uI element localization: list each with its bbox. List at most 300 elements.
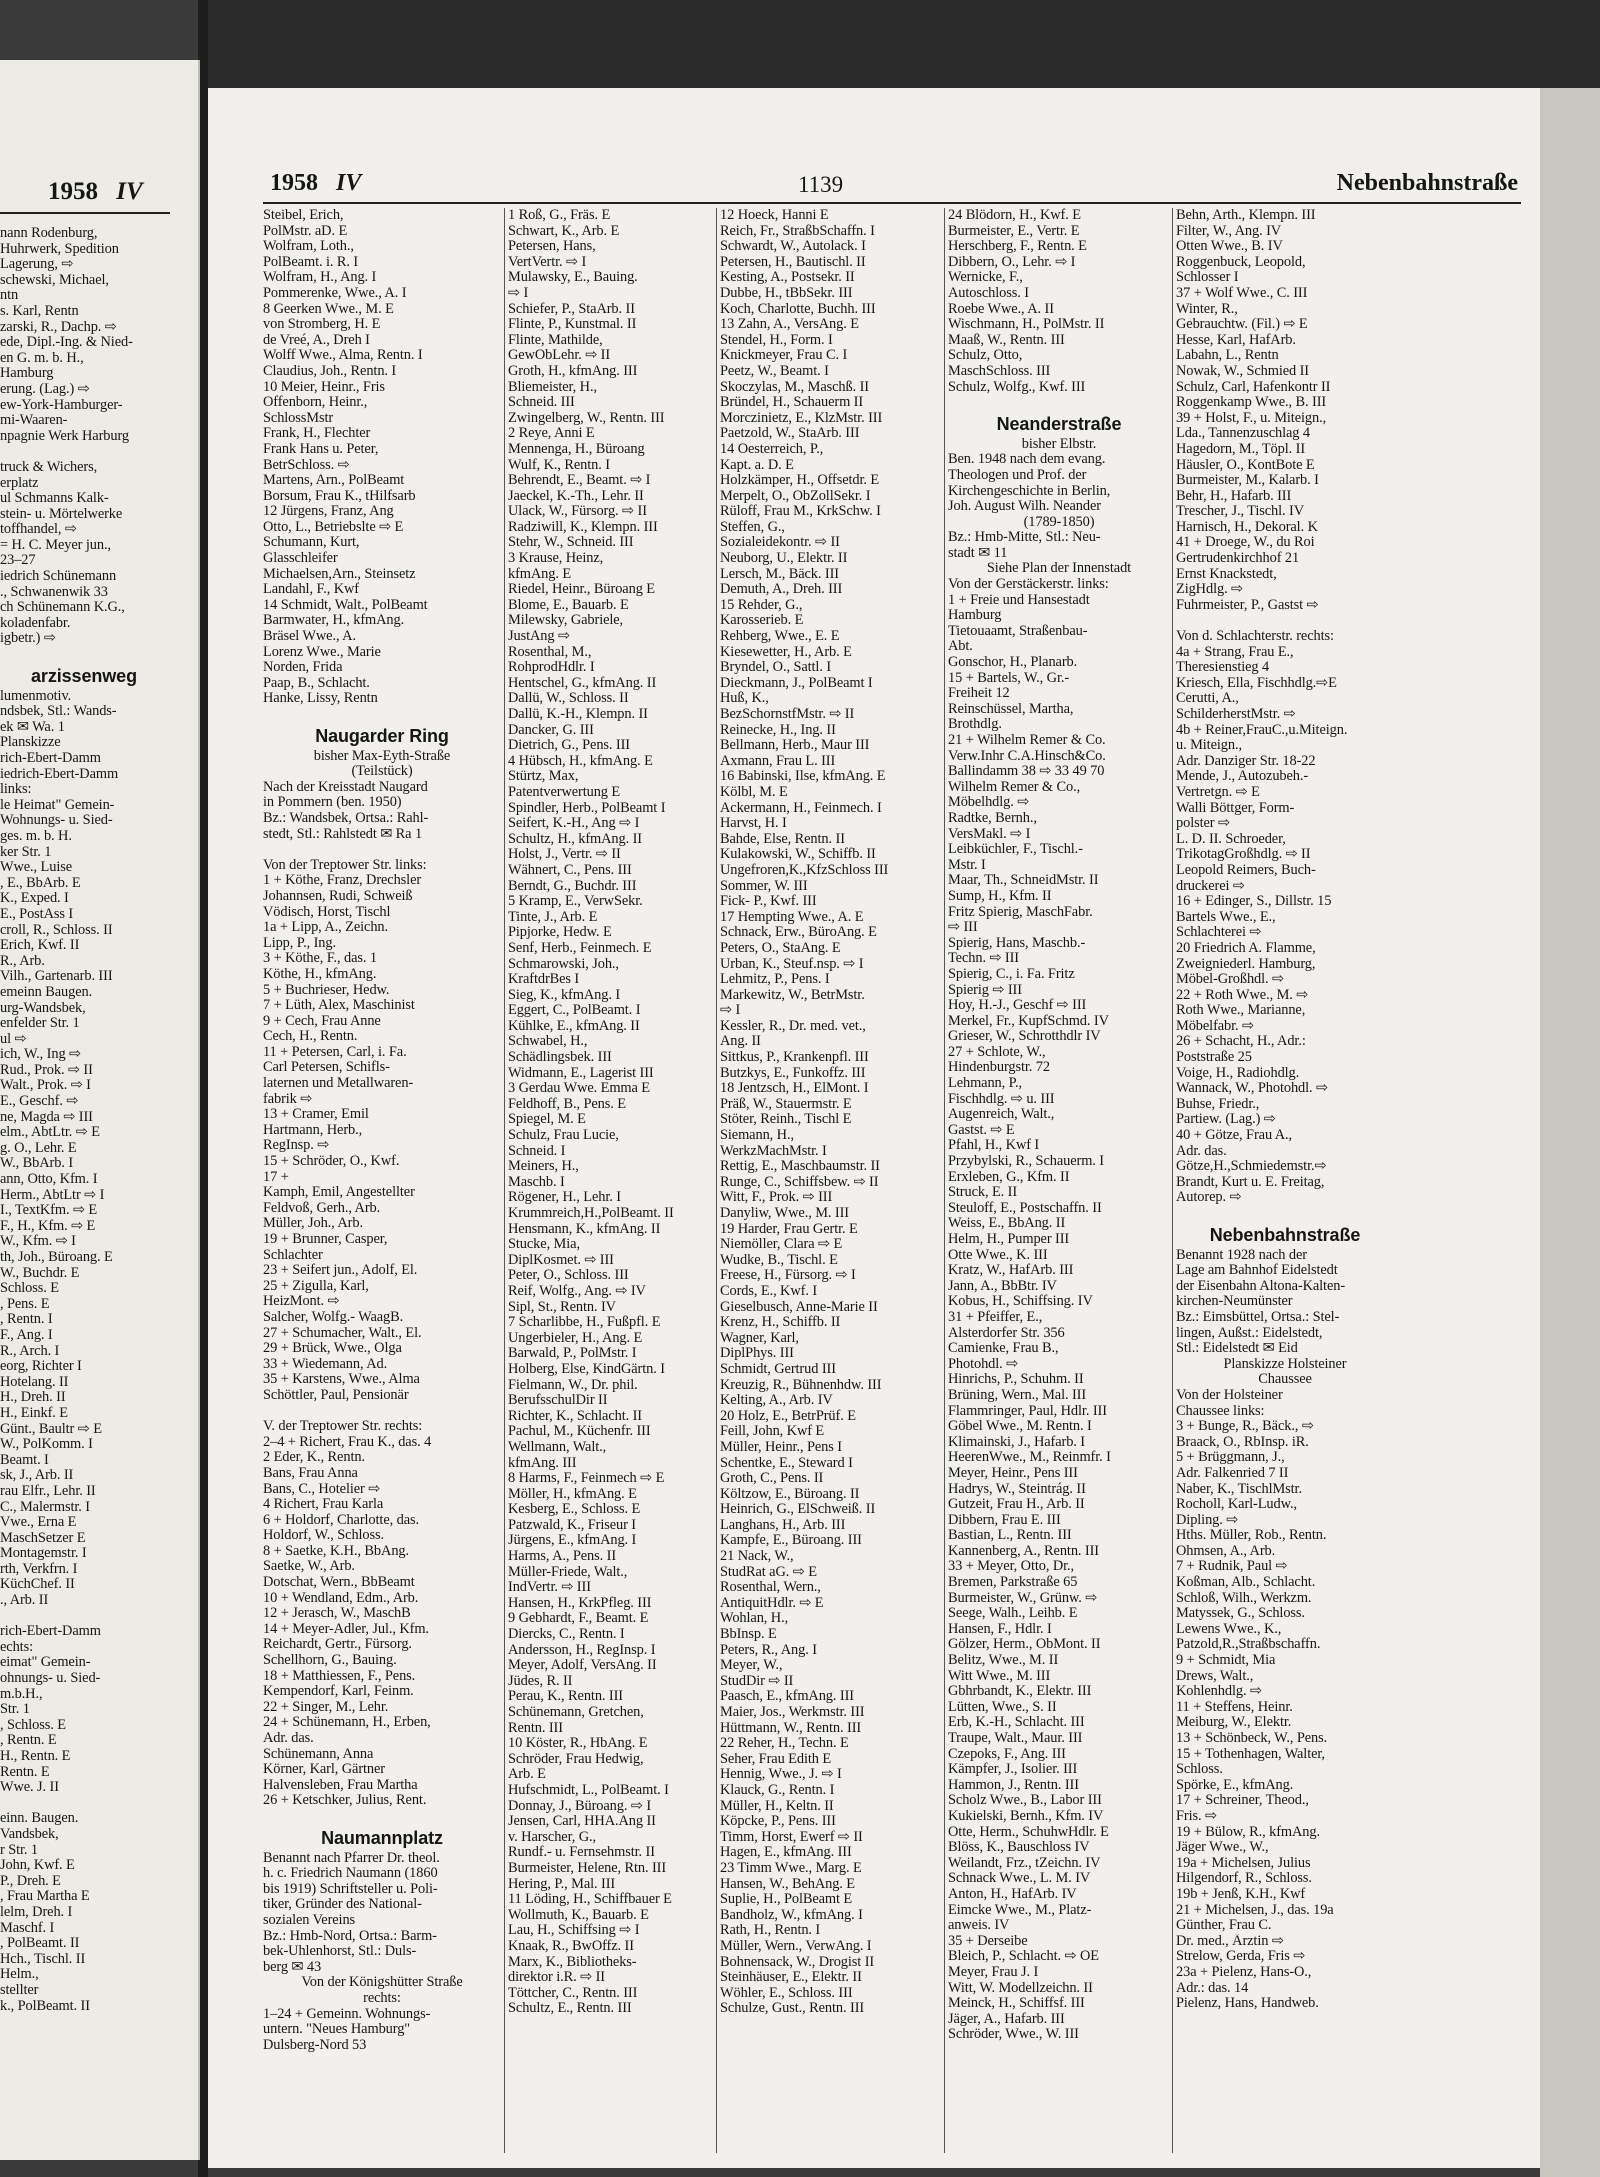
directory-entry: Günt., Baultr ⇨ E bbox=[0, 1421, 102, 1437]
left-year: 1958 bbox=[48, 178, 98, 205]
directory-entry: rich-Ebert-Damm bbox=[0, 751, 101, 766]
directory-entry: W., Kfm. ⇨ I bbox=[0, 1234, 76, 1250]
directory-entry: croll, R., Schloss. II bbox=[0, 922, 113, 938]
directory-entry: Senf, Herb., Feinmech. E bbox=[508, 940, 652, 956]
column-divider bbox=[1172, 208, 1173, 2153]
directory-entry: Skoczylas, M., Maschß. II bbox=[720, 379, 869, 395]
directory-entry: Walli Böttger, Form- bbox=[1176, 800, 1295, 816]
directory-entry: 1–24 + Gemeinn. Wohnungs- bbox=[263, 2006, 431, 2022]
directory-entry: Rehberg, Wwe., E. E bbox=[720, 629, 840, 645]
directory-entry: Vilh., Gartenarb. III bbox=[0, 969, 113, 985]
directory-entry: igbetr.) ⇨ bbox=[0, 631, 56, 647]
directory-entry: John, Kwf. E bbox=[0, 1858, 75, 1874]
directory-entry: lelm, Dreh. I bbox=[0, 1904, 73, 1920]
directory-entry: ., Schwanenwik 33 bbox=[0, 584, 108, 600]
directory-entry: StudDir ⇨ II bbox=[720, 1673, 794, 1689]
directory-entry: Wolfram, Loth., bbox=[263, 239, 354, 255]
directory-entry: Wannack, W., Photohdl. ⇨ bbox=[1176, 1081, 1328, 1097]
directory-entry: Behr, H., Hafarb. III bbox=[1176, 488, 1292, 504]
directory-entry: ew-York-Hamburger- bbox=[0, 397, 123, 413]
directory-entry: Rosenthal, M., bbox=[508, 644, 592, 660]
directory-entry: Wilhelm Remer & Co., bbox=[948, 779, 1081, 795]
directory-entry: kirchen-Neumünster bbox=[1176, 1294, 1293, 1310]
directory-entry: Lehmitz, P., Pens. I bbox=[720, 972, 830, 988]
directory-entry: W., BbArb. I bbox=[0, 1156, 74, 1172]
directory-entry: Arb. E bbox=[508, 1767, 546, 1783]
directory-entry: 14 Oesterreich, P., bbox=[720, 441, 824, 457]
directory-entry: Flinte, Mathilde, bbox=[508, 332, 603, 348]
directory-entry: Roggenbuck, Leopold, bbox=[1176, 254, 1306, 270]
directory-entry: 6 + Holdorf, Charlotte, das. bbox=[263, 1512, 419, 1528]
directory-entry: Mennenga, H., Büroang bbox=[508, 441, 645, 457]
directory-entry: Schwart, K., Arb. E bbox=[508, 223, 620, 239]
directory-entry: Leibküchler, F., Tischl.- bbox=[948, 842, 1083, 858]
directory-entry: Kessler, R., Dr. med. vet., bbox=[720, 1018, 866, 1034]
directory-entry: Milewsky, Gabriele, bbox=[508, 613, 624, 629]
directory-entry: Seifert, K.-H., Ang ⇨ I bbox=[508, 816, 640, 832]
directory-entry: 9 Gebhardt, F., Beamt. E bbox=[508, 1611, 649, 1627]
directory-entry: Filter, W., Ang. IV bbox=[1176, 223, 1282, 239]
directory-entry: Siemann, H., bbox=[720, 1128, 794, 1144]
directory-entry: 15 + Tothenhagen, Walter, bbox=[1176, 1746, 1326, 1762]
directory-entry: le Heimat" Gemein- bbox=[0, 797, 115, 813]
directory-entry: Peter, O., Schloss. III bbox=[508, 1268, 629, 1284]
directory-entry: Jann, A., BbBtr. IV bbox=[948, 1278, 1057, 1294]
directory-entry: Häusler, O., KontBote E bbox=[1176, 457, 1315, 473]
directory-entry: Rüloff, Frau M., KrkSchw. I bbox=[720, 504, 881, 520]
directory-entry: Techn. ⇨ III bbox=[948, 951, 1019, 967]
directory-entry: , Rentn. I bbox=[0, 1312, 53, 1328]
directory-entry: g. O., Lehr. E bbox=[0, 1140, 77, 1156]
directory-entry: Poststraße 25 bbox=[1176, 1050, 1252, 1066]
directory-entry: der Eisenbahn Altona-Kalten- bbox=[1176, 1278, 1346, 1294]
scan-background-top bbox=[208, 0, 1600, 88]
directory-entry: 22 + Singer, M., Lehr. bbox=[263, 1699, 389, 1715]
directory-entry: ne, Magda ⇨ III bbox=[0, 1109, 93, 1125]
directory-entry: Reif, Wolfg., Ang. ⇨ IV bbox=[508, 1283, 646, 1299]
directory-entry: Lagerung, ⇨ bbox=[0, 257, 74, 273]
directory-entry: ndsbek, Stl.: Wands- bbox=[0, 704, 117, 720]
directory-entry: einn. Baugen. bbox=[0, 1811, 79, 1827]
directory-entry: K., Exped. I bbox=[0, 891, 69, 907]
directory-entry: Hinrichs, P., Schuhm. II bbox=[948, 1372, 1084, 1388]
directory-entry: Freese, H., Fürsorg. ⇨ I bbox=[720, 1268, 856, 1284]
directory-entry: Cerutti, A., bbox=[1176, 691, 1239, 707]
directory-entry: Hansen, W., BehAng. E bbox=[720, 1876, 855, 1892]
directory-entry: Roggenkamp Wwe., B. III bbox=[1176, 395, 1327, 411]
directory-entry: Timm, Horst, Ewerf ⇨ II bbox=[720, 1829, 863, 1845]
directory-entry: Donnay, J., Büroang. ⇨ I bbox=[508, 1798, 652, 1814]
directory-entry: Kratz, W., HafArb. III bbox=[948, 1263, 1074, 1279]
directory-entry: 3 + Köthe, F., das. 1 bbox=[263, 951, 377, 967]
directory-entry: 15 + Schröder, O., Kwf. bbox=[263, 1154, 400, 1170]
directory-entry: Harvst, H. I bbox=[720, 816, 787, 832]
directory-entry: 35 + Karstens, Wwe., Alma bbox=[263, 1372, 420, 1388]
directory-entry: Rocholl, Karl-Ludw., bbox=[1176, 1497, 1297, 1513]
directory-entry: npagnie Werk Harburg bbox=[0, 428, 129, 444]
directory-entry: truck & Wichers, bbox=[0, 459, 98, 475]
directory-entry: stadt ✉ 11 bbox=[948, 545, 1008, 561]
directory-entry: 41 + Droege, W., du Roi bbox=[1176, 535, 1315, 551]
directory-entry: BezSchornstfMstr. ⇨ II bbox=[720, 707, 855, 722]
directory-entry: Struck, E. II bbox=[948, 1185, 1018, 1201]
directory-entry: erung. (Lag.) ⇨ bbox=[0, 381, 90, 397]
directory-entry: h. c. Friedrich Naumann (1860 bbox=[263, 1866, 438, 1882]
directory-entry: Anton, H., HafArb. IV bbox=[948, 1886, 1077, 1902]
directory-entry: Ackermann, H., Feinmech. I bbox=[720, 800, 882, 816]
directory-entry: Kampfe, E., Büroang. III bbox=[720, 1533, 862, 1549]
directory-entry: Meyer, Frau J. I bbox=[948, 1964, 1039, 1980]
right-volume: IV bbox=[336, 170, 362, 196]
directory-entry: Roth Wwe., Marianne, bbox=[1176, 1003, 1306, 1019]
directory-entry: Hesse, Karl, HafArb. bbox=[1176, 332, 1296, 348]
directory-entry: Weilandt, Frz., tZeichn. IV bbox=[948, 1855, 1101, 1871]
directory-entry: Ben. 1948 nach dem evang. bbox=[948, 452, 1106, 468]
directory-entry: Hensmann, K., kfmAng. II bbox=[508, 1221, 661, 1237]
directory-column-5 bbox=[1176, 208, 1394, 2153]
directory-entry: 27 + Schumacher, Walt., El. bbox=[263, 1325, 422, 1341]
right-year: 1958 bbox=[270, 170, 318, 196]
street-note: Siehe Plan der Innenstadt bbox=[986, 561, 1132, 577]
directory-entry: Seher, Frau Edith E bbox=[720, 1751, 832, 1767]
directory-entry: th, Joh., Büroang. E bbox=[0, 1250, 113, 1265]
directory-entry: Hüttmann, W., Rentn. III bbox=[720, 1720, 862, 1736]
directory-entry: 8 Harms, F., Feinmech ⇨ E bbox=[508, 1471, 665, 1487]
directory-entry: Belitz, Wwe., M. II bbox=[948, 1653, 1059, 1669]
directory-entry: Adr. Danziger Str. 18-22 bbox=[1176, 753, 1316, 769]
directory-entry: Göbel Wwe., M. Rentn. I bbox=[948, 1419, 1092, 1435]
directory-entry: Witt, W. Modellzeichn. II bbox=[948, 1980, 1093, 1996]
directory-entry: Schulz, Carl, Hafenkontr II bbox=[1176, 379, 1331, 395]
directory-entry: Markewitz, W., BetrMstr. bbox=[720, 987, 865, 1003]
directory-entry: Vödisch, Horst, Tischl bbox=[263, 904, 391, 920]
directory-entry: 23 + Seifert jun., Adolf, El. bbox=[263, 1263, 418, 1279]
street-note: rechts: bbox=[363, 1990, 401, 2006]
directory-entry: Bans, Frau Anna bbox=[263, 1465, 358, 1481]
directory-entry: Dallü, W., Schloss. II bbox=[508, 691, 629, 707]
directory-entry: Hartmann, Herb., bbox=[263, 1122, 363, 1138]
street-note: (1789-1850) bbox=[1023, 514, 1095, 530]
directory-entry: Patzold,R.,Straßbschaffn. bbox=[1176, 1637, 1321, 1653]
directory-entry: Otten Wwe., B. IV bbox=[1176, 239, 1283, 255]
directory-entry: 33 + Wiedemann, Ad. bbox=[263, 1356, 388, 1372]
directory-entry: Adr. das. bbox=[1176, 1143, 1227, 1159]
directory-entry: Lorenz Wwe., Marie bbox=[263, 644, 381, 660]
directory-entry: 8 + Saetke, K.H., BbAng. bbox=[263, 1543, 410, 1559]
directory-entry: Blöss, K., Bauschloss IV bbox=[948, 1840, 1090, 1856]
directory-entry: Rentn. E bbox=[0, 1764, 50, 1780]
directory-entry: Meinck, H., Schiffsf. III bbox=[948, 1996, 1085, 2012]
directory-entry: Johannsen, Rudi, Schweiß bbox=[263, 888, 413, 904]
directory-entry: E., PostAss I bbox=[0, 906, 74, 922]
directory-entry: Wischmann, H., PolMstr. II bbox=[948, 317, 1105, 333]
directory-entry: RohprodHdlr. I bbox=[508, 660, 595, 676]
directory-entry: mi-Waaren- bbox=[0, 413, 68, 429]
directory-entry: 7 + Lüth, Alex, Maschinist bbox=[263, 998, 415, 1014]
directory-entry: Holzkämper, H., Offsetdr. E bbox=[720, 473, 880, 489]
directory-entry: SchlossMstr bbox=[263, 410, 334, 426]
directory-entry: Költzow, E., Büroang. II bbox=[720, 1486, 860, 1502]
directory-entry: Fielmann, W., Dr. phil. bbox=[508, 1377, 638, 1393]
directory-entry: von Stromberg, H. E bbox=[263, 317, 381, 333]
directory-entry: Hanke, Lissy, Rentn bbox=[263, 691, 378, 707]
directory-entry: Kesberg, E., Schloss. E bbox=[508, 1502, 641, 1518]
spacer bbox=[0, 647, 168, 663]
directory-entry: 2–4 + Richert, Frau K., das. 4 bbox=[263, 1434, 432, 1450]
directory-entry: Kriesch, Ella, Fischhdlg.⇨E bbox=[1176, 675, 1337, 691]
directory-entry: ⇨ I bbox=[508, 285, 529, 301]
directory-entry: Zwingelberg, W., Rentn. III bbox=[508, 410, 665, 426]
directory-entry: Autorep. ⇨ bbox=[1176, 1190, 1242, 1206]
directory-entry: 3 Krause, Heinz, bbox=[508, 551, 604, 567]
directory-entry: Lage am Bahnhof Eidelstedt bbox=[1176, 1263, 1338, 1279]
directory-entry: Dulsberg-Nord 53 bbox=[263, 2037, 367, 2053]
directory-entry: 16 + Edinger, S., Dillstr. 15 bbox=[1176, 894, 1332, 910]
directory-entry: Photohdl. ⇨ bbox=[948, 1356, 1019, 1372]
directory-entry: Adr. Falkenried 7 II bbox=[1176, 1465, 1289, 1481]
directory-entry: untern. "Neues Hamburg" bbox=[263, 2022, 411, 2038]
directory-entry: Bz.: Eimsbüttel, Ortsa.: Stel- bbox=[1176, 1309, 1340, 1325]
directory-entry: 25 + Zigulla, Karl, bbox=[263, 1278, 369, 1294]
street-heading: Naugarder Ring bbox=[315, 725, 449, 746]
spacer bbox=[1176, 613, 1394, 629]
directory-entry: Eimcke Wwe., M., Platz- bbox=[948, 1902, 1092, 1918]
directory-entry: Heinrich, G., ElSchweiß. II bbox=[720, 1502, 876, 1518]
directory-entry: Spörke, E., kfmAng. bbox=[1176, 1777, 1294, 1793]
directory-entry: elm., AbtLtr. ⇨ E bbox=[0, 1125, 100, 1141]
directory-entry: Pachul, M., Küchenfr. III bbox=[508, 1424, 651, 1440]
directory-entry: emeinn Baugen. bbox=[0, 984, 93, 1000]
directory-entry: Sommer, W. III bbox=[720, 878, 808, 894]
directory-entry: 35 + Derseibe bbox=[948, 1933, 1028, 1949]
directory-entry: , Schloss. E bbox=[0, 1717, 66, 1733]
directory-entry: en G. m. b. H., bbox=[0, 350, 84, 366]
directory-entry: Meyer, Adolf, VersAng. II bbox=[508, 1658, 657, 1674]
directory-entry: Vwe., Erna E bbox=[0, 1515, 77, 1531]
directory-entry: Barwald, P., PolMstr. I bbox=[508, 1346, 637, 1362]
directory-entry: 1a + Lipp, A., Zeichn. bbox=[263, 920, 389, 936]
directory-entry: Feill, John, Kwf E bbox=[720, 1424, 825, 1440]
directory-entry: Götze,H.,Schmiedemstr.⇨ bbox=[1176, 1159, 1327, 1175]
directory-entry: 19b + Jenß, K.H., Kwf bbox=[1176, 1886, 1306, 1902]
directory-entry: Müller-Friede, Walt., bbox=[508, 1564, 628, 1580]
directory-entry: 19 + Brunner, Casper, bbox=[263, 1232, 388, 1247]
directory-entry: Herm., AbtLtr ⇨ I bbox=[0, 1187, 105, 1203]
directory-entry: Burmeister, E., Vertr. E bbox=[948, 223, 1080, 239]
directory-entry: Von der Gerstäckerstr. links: bbox=[948, 577, 1109, 593]
directory-entry: Präß, W., Stauermstr. E bbox=[720, 1096, 852, 1112]
directory-entry: Marx, K., Bibliotheks- bbox=[508, 1954, 637, 1970]
directory-entry: Gbhrbandt, K., Elektr. III bbox=[948, 1684, 1092, 1700]
directory-entry: Patzwald, K., Friseur I bbox=[508, 1517, 636, 1533]
directory-entry: H., Dreh. II bbox=[0, 1390, 66, 1406]
directory-entry: Sump, H., Kfm. II bbox=[948, 888, 1052, 904]
directory-entry: Morczinietz, E., KlzMstr. III bbox=[720, 410, 883, 426]
directory-entry: Ungefroren,K.,KfzSchloss III bbox=[720, 862, 889, 878]
directory-entry: Schulze, Gust., Rentn. III bbox=[720, 2001, 865, 2017]
directory-entry: Bellmann, Herb., Maur III bbox=[720, 738, 870, 754]
street-note: Von der Königshütter Straße bbox=[301, 1975, 463, 1991]
directory-entry: 13 Zahn, A., VersAng. E bbox=[720, 317, 859, 333]
directory-entry: Knickmeyer, Frau C. I bbox=[720, 348, 848, 364]
directory-entry: BerufsschulDir II bbox=[508, 1393, 608, 1409]
left-header-rule bbox=[0, 212, 170, 214]
directory-entry: Weiss, E., BbAng. II bbox=[948, 1216, 1066, 1232]
directory-entry: 12 Hoeck, Hanni E bbox=[720, 208, 829, 223]
directory-entry: Glasschleifer bbox=[263, 551, 338, 567]
directory-entry: Hansen, F., Hdlr. I bbox=[948, 1621, 1052, 1637]
directory-entry: 7 Scharlibbe, H., Fußpfl. E bbox=[508, 1315, 661, 1331]
directory-entry: Kannenberg, A., Rentn. III bbox=[948, 1543, 1099, 1559]
spacer bbox=[0, 444, 168, 460]
directory-entry: MaschSetzer E bbox=[0, 1530, 86, 1546]
directory-entry: Bahde, Else, Rentn. II bbox=[720, 831, 845, 847]
directory-entry: Widmann, E., Lagerist III bbox=[508, 1065, 654, 1081]
directory-entry: Traupe, Walt., Maur. III bbox=[948, 1731, 1083, 1746]
directory-entry: KraftdrBes I bbox=[508, 972, 580, 988]
street-note: Chaussee bbox=[1258, 1372, 1312, 1388]
directory-entry: Niemöller, Clara ⇨ E bbox=[720, 1237, 843, 1253]
column-divider bbox=[944, 208, 945, 2153]
directory-entry: H., Einkf. E bbox=[0, 1405, 68, 1421]
directory-entry: Zweigniederl. Hamburg, bbox=[1176, 956, 1316, 972]
directory-entry: Pommerenke, Wwe., A. I bbox=[263, 285, 407, 301]
directory-entry: Reich, Fr., StraßbSchaffn. I bbox=[720, 223, 875, 239]
directory-entry: Ang. II bbox=[720, 1034, 761, 1050]
directory-entry: Meyer, W., bbox=[720, 1658, 783, 1674]
directory-entry: Labahn, L., Rentn bbox=[1176, 348, 1279, 364]
directory-entry: Klimainski, J., Hafarb. I bbox=[948, 1434, 1085, 1450]
directory-entry: Vandsbek, bbox=[0, 1826, 59, 1842]
directory-entry: u. Miteign., bbox=[1176, 738, 1242, 754]
directory-entry: Ohmsen, A., Arb. bbox=[1176, 1543, 1276, 1559]
directory-entry: Merkel, Fr., KupfSchmd. IV bbox=[948, 1013, 1109, 1029]
directory-entry: Strelow, Gerda, Fris ⇨ bbox=[1176, 1949, 1306, 1965]
directory-entry: Sozialeidekontr. ⇨ II bbox=[720, 535, 840, 551]
directory-entry: Reichardt, Gertr., Fürsorg. bbox=[263, 1637, 412, 1653]
directory-entry: stedt, Stl.: Rahlstedt ✉ Ra 1 bbox=[263, 826, 423, 842]
directory-entry: Fischhdlg. ⇨ u. III bbox=[948, 1091, 1055, 1107]
directory-entry: Schumann, Kurt, bbox=[263, 535, 360, 551]
directory-entry: Schneid. III bbox=[508, 395, 575, 411]
directory-entry: kfmAng. E bbox=[508, 566, 572, 582]
directory-entry: Roebe Wwe., A. II bbox=[948, 301, 1054, 317]
directory-entry: Gertrudenkirchhof 21 bbox=[1176, 551, 1300, 567]
directory-entry: enfelder Str. 1 bbox=[0, 1016, 80, 1032]
directory-entry: Burmeister, M., Kalarb. I bbox=[1176, 473, 1319, 489]
directory-entry: stellter bbox=[0, 1982, 39, 1998]
directory-entry: 4a + Strang, Frau E., bbox=[1176, 644, 1294, 660]
directory-entry: SchilderherstMstr. ⇨ bbox=[1176, 707, 1296, 722]
directory-entry: Seege, Walh., Leihb. E bbox=[948, 1606, 1078, 1622]
directory-entry: Maschb. I bbox=[508, 1174, 565, 1190]
directory-entry: Lersch, M., Bäck. III bbox=[720, 566, 839, 582]
directory-entry: Jaeckel, K.-Th., Lehr. II bbox=[508, 488, 644, 504]
directory-entry: Richter, K., Schlacht. II bbox=[508, 1408, 642, 1424]
left-volume: IV bbox=[116, 178, 143, 205]
directory-entry: BbInsp. E bbox=[720, 1627, 777, 1643]
directory-entry: Voige, H., Radiohdlg. bbox=[1176, 1065, 1300, 1081]
directory-entry: 1 Roß, G., Fräs. E bbox=[508, 208, 611, 223]
directory-entry: 1 + Köthe, Franz, Drechsler bbox=[263, 873, 422, 889]
spacer bbox=[0, 1796, 168, 1812]
directory-entry: Hentschel, G., kfmAng. II bbox=[508, 675, 657, 691]
directory-entry: direktor i.R. ⇨ II bbox=[508, 1970, 605, 1986]
directory-entry: v. Harscher, G., bbox=[508, 1829, 596, 1845]
directory-entry: Spierig, Hans, Maschb.- bbox=[948, 935, 1086, 951]
directory-entry: Alsterdorfer Str. 356 bbox=[948, 1325, 1065, 1341]
directory-entry: Peetz, W., Beamt. I bbox=[720, 363, 829, 379]
directory-entry: Autoschloss. I bbox=[948, 285, 1029, 301]
directory-entry: Schentke, E., Steward I bbox=[720, 1455, 853, 1471]
directory-entry: Maaß, W., Rentn. III bbox=[948, 332, 1065, 348]
directory-entry: Winter, R., bbox=[1176, 301, 1238, 317]
directory-entry: Steuloff, E., Postschaffn. II bbox=[948, 1200, 1102, 1216]
directory-entry: Wernicke, F., bbox=[948, 270, 1023, 286]
directory-entry: Flammringer, Paul, Hdlr. III bbox=[948, 1403, 1107, 1419]
directory-entry: Wulf, K., Rentn. I bbox=[508, 457, 610, 473]
directory-entry: Holberg, Else, KindGärtn. I bbox=[508, 1361, 665, 1377]
directory-entry: Schultz, E., Rentn. III bbox=[508, 2001, 632, 2017]
directory-entry: de Vreé, A., Dreh I bbox=[263, 332, 370, 348]
directory-entry: Müller, H., Keltn. II bbox=[720, 1798, 834, 1814]
directory-entry: Brandt, Kurt u. E. Freitag, bbox=[1176, 1174, 1325, 1190]
directory-entry: Dubbe, H., tBbSekr. III bbox=[720, 285, 853, 301]
directory-entry: Kapt. a. D. E bbox=[720, 457, 794, 473]
street-note: (Teilstück) bbox=[351, 764, 413, 780]
directory-entry: E., Geschf. ⇨ bbox=[0, 1094, 79, 1110]
directory-entry: Adr.: das. 14 bbox=[1176, 1980, 1249, 1996]
directory-entry: 14 + Meyer-Adler, Jul., Kfm. bbox=[263, 1621, 429, 1637]
directory-entry: Bliemeister, H., bbox=[508, 379, 597, 395]
directory-entry: 40 + Götze, Frau A., bbox=[1176, 1128, 1293, 1144]
directory-entry: Schlachter bbox=[263, 1247, 323, 1263]
directory-entry: , Frau Martha E bbox=[0, 1889, 90, 1905]
directory-entry: Wollmuth, K., Bauarb. E bbox=[508, 1907, 649, 1923]
directory-entry: , Pens. E bbox=[0, 1296, 50, 1312]
directory-entry: Groth, H., kfmAng. III bbox=[508, 363, 638, 379]
directory-entry: links: bbox=[0, 782, 32, 798]
directory-entry: Reinecke, H., Ing. II bbox=[720, 722, 836, 738]
directory-entry: Stendel, H., Form. I bbox=[720, 332, 833, 348]
directory-entry: Steffen, G., bbox=[720, 519, 785, 535]
directory-entry: ek ✉ Wa. 1 bbox=[0, 719, 65, 735]
directory-entry: Trescher, J., Tischl. IV bbox=[1176, 504, 1305, 520]
directory-entry: Witt Wwe., M. III bbox=[948, 1668, 1051, 1684]
directory-entry: r Str. 1 bbox=[0, 1842, 38, 1858]
directory-entry: ker Str. 1 bbox=[0, 844, 52, 860]
directory-entry: 20 Friedrich A. Flamme, bbox=[1176, 940, 1316, 956]
directory-entry: rth, Verkfrn. I bbox=[0, 1561, 78, 1577]
directory-entry: RegInsp. ⇨ bbox=[263, 1138, 330, 1154]
directory-entry: Bräsel Wwe., A. bbox=[263, 629, 356, 645]
directory-entry: k., PolBeamt. II bbox=[0, 1998, 90, 2014]
directory-entry: Danyliw, Wwe., M. III bbox=[720, 1206, 849, 1221]
directory-entry: Jensen, Carl, HHA.Ang II bbox=[508, 1814, 656, 1830]
column-divider bbox=[504, 208, 505, 2153]
header-rule bbox=[263, 202, 1521, 204]
scan-background-right bbox=[1540, 88, 1600, 2177]
directory-entry: Wellmann, Walt., bbox=[508, 1439, 607, 1455]
directory-entry: PolMstr. aD. E bbox=[263, 223, 348, 239]
directory-entry: , E., BbArb. E bbox=[0, 875, 81, 891]
directory-entry: Steinhäuser, E., Elektr. II bbox=[720, 1970, 862, 1986]
directory-entry: Herschberg, F., Rentn. E bbox=[948, 239, 1087, 255]
directory-entry: Lau, H., Schiffsing ⇨ I bbox=[508, 1923, 640, 1939]
directory-entry: 5 + Buchrieser, Hedw. bbox=[263, 982, 390, 998]
directory-entry: Hindenburgstr. 72 bbox=[948, 1060, 1050, 1076]
directory-entry: Verw.Inhr C.A.Hinsch&Co. bbox=[948, 748, 1106, 764]
